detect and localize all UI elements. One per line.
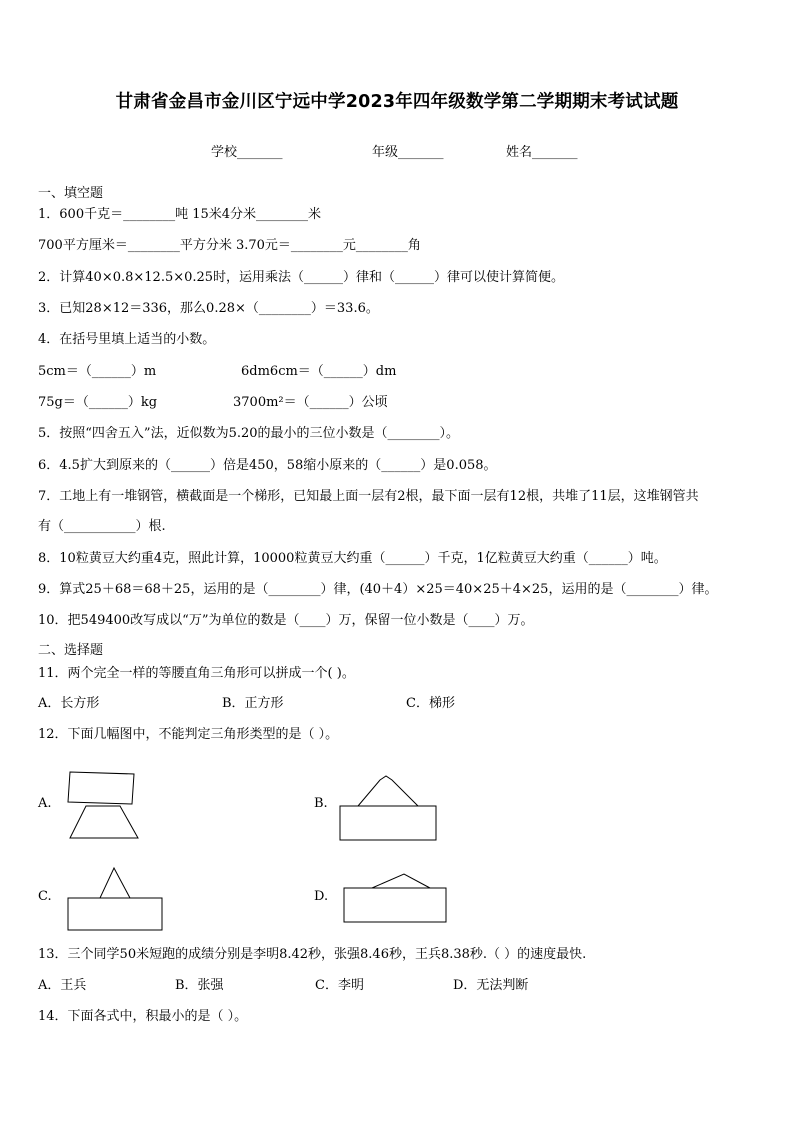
figure-a-shape <box>64 770 144 842</box>
question-8: 8．10粒黄豆大约重4克，照此计算，10000粒黄豆大约重（______）千克，1亿粒黄豆大约重（______）吨。 <box>38 551 667 566</box>
q13-option-a: A．王兵 <box>38 978 87 993</box>
question-1a: 1．600千克＝________吨 15米4分米________米 <box>38 207 322 222</box>
question-14: 14．下面各式中，积最小的是（ ）。 <box>38 1009 248 1024</box>
question-4a: 5cm＝（______）m <box>38 364 157 379</box>
question-1b: 700平方厘米＝________平方分米 3.70元＝________元________角 <box>38 238 421 253</box>
figure-b-shape <box>338 774 438 844</box>
question-4b: 6dm6cm＝（______）dm <box>241 364 397 379</box>
question-3: 3．已知28×12＝336，那么0.28×（________）＝33.6。 <box>38 301 379 316</box>
section-fill-blank: 一、填空题 <box>38 186 104 201</box>
figure-d-label: D. <box>314 889 329 904</box>
q11-option-c: C．梯形 <box>406 696 455 711</box>
question-7a: 7．工地上有一堆钢管，横截面是一个梯形，已知最上面一层有2根，最下面一层有12根，共堆了11层，这堆钢管共 <box>38 489 699 504</box>
figure-a-label: A. <box>38 796 52 811</box>
figure-d-shape <box>342 872 448 926</box>
question-13: 13．三个同学50米短跑的成绩分别是李明8.42秒，张强8.46秒，王兵8.38秒.（ ）的速度最快. <box>38 947 587 962</box>
q13-option-d: D．无法判断 <box>453 978 529 993</box>
question-10: 10．把549400改写成以“万”为单位的数是（____）万，保留一位小数是（____）万。 <box>38 613 534 628</box>
question-4d: 3700m²＝（______）公顷 <box>233 395 388 410</box>
figure-c-shape <box>66 866 166 934</box>
name-field: 姓名_______ <box>506 145 578 160</box>
question-6: 6．4.5扩大到原来的（______）倍是450，58缩小原来的（______）是0.058。 <box>38 458 497 473</box>
q11-option-b: B．正方形 <box>222 696 284 711</box>
q11-option-a: A．长方形 <box>38 696 100 711</box>
q13-option-b: B．张强 <box>175 978 224 993</box>
question-7b: 有（___________）根. <box>38 519 166 534</box>
question-11: 11．两个完全一样的等腰直角三角形可以拼成一个( )。 <box>38 666 355 681</box>
school-field: 学校_______ <box>211 145 283 160</box>
figure-c-label: C. <box>38 889 52 904</box>
question-9: 9．算式25＋68＝68＋25，运用的是（________）律，(40＋4）×25＝40×25＋4×25，运用的是（________）律。 <box>38 582 718 597</box>
question-2: 2．计算40×0.8×12.5×0.25时，运用乘法（______）律和（______）律可以使计算简便。 <box>38 270 565 285</box>
question-4c: 75g＝（______）kg <box>38 395 158 410</box>
q13-option-c: C．李明 <box>315 978 364 993</box>
grade-field: 年级_______ <box>372 145 444 160</box>
figure-b-label: B. <box>314 796 328 811</box>
question-5: 5．按照“四舍五入”法，近似数为5.20的最小的三位小数是（________）。 <box>38 426 460 441</box>
section-choice: 二、选择题 <box>38 643 104 658</box>
question-12: 12．下面几幅图中，不能判定三角形类型的是（ ）。 <box>38 727 339 742</box>
page-title: 甘肃省金昌市金川区宁远中学2023年四年级数学第二学期期末考试试题 <box>115 92 679 112</box>
question-4: 4．在括号里填上适当的小数。 <box>38 332 216 347</box>
